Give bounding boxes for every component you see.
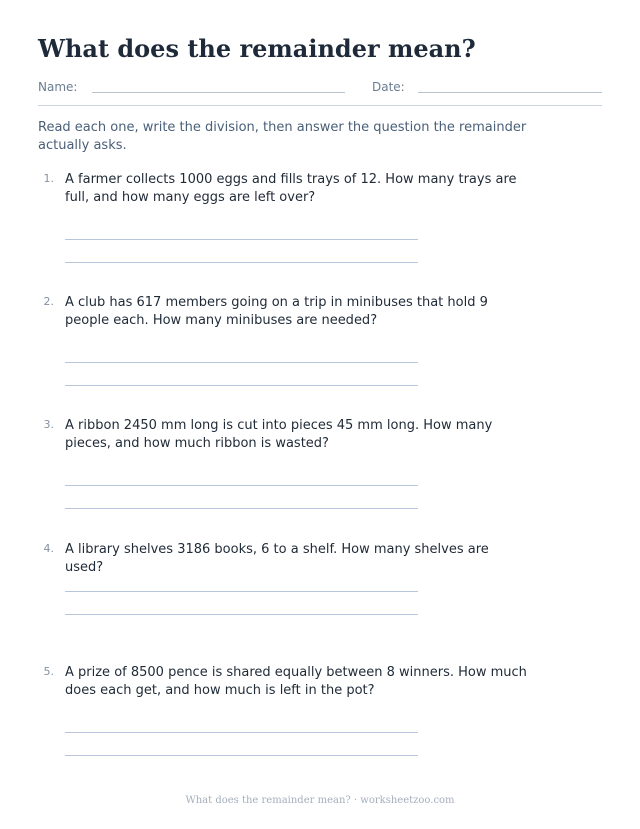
date-label: Date: (372, 80, 405, 94)
question-text: A farmer collects 1000 eggs and fills trays of 12. How many trays are full, and how many eggs are left over? (65, 172, 517, 205)
answer-line[interactable] (65, 755, 418, 756)
question-text: A prize of 8500 pence is shared equally between 8 winners. How much does each get, and how much is left in the pot? (65, 665, 527, 698)
question-number: 1. (43, 172, 54, 185)
answer-line[interactable] (65, 485, 418, 486)
answer-line[interactable] (65, 385, 418, 386)
page-footer: What does the remainder mean? · worksheetzoo.com (185, 795, 455, 806)
name-field[interactable] (92, 92, 345, 93)
question-number: 3. (43, 418, 54, 431)
answer-line[interactable] (65, 262, 418, 263)
answer-line[interactable] (65, 614, 418, 615)
answer-line[interactable] (65, 362, 418, 363)
question-text: A club has 617 members going on a trip in minibuses that hold 9 people each. How many minibuses are needed? (65, 295, 488, 328)
name-label: Name: (38, 80, 78, 94)
answer-line[interactable] (65, 508, 418, 509)
date-field[interactable] (418, 92, 602, 93)
question-number: 4. (43, 542, 54, 555)
question-text: A library shelves 3186 books, 6 to a shelf. How many shelves are used? (65, 542, 489, 575)
answer-line[interactable] (65, 591, 418, 592)
question-number: 2. (43, 295, 54, 308)
question-number: 5. (43, 665, 54, 678)
question-text: A ribbon 2450 mm long is cut into pieces 45 mm long. How many pieces, and how much ribbon is wasted? (65, 418, 493, 451)
answer-line[interactable] (65, 732, 418, 733)
page-title: What does the remainder mean? (38, 34, 476, 63)
answer-line[interactable] (65, 239, 418, 240)
instructions: Read each one, write the division, then answer the question the remainder actually asks. (38, 120, 527, 153)
header-divider (38, 105, 602, 106)
